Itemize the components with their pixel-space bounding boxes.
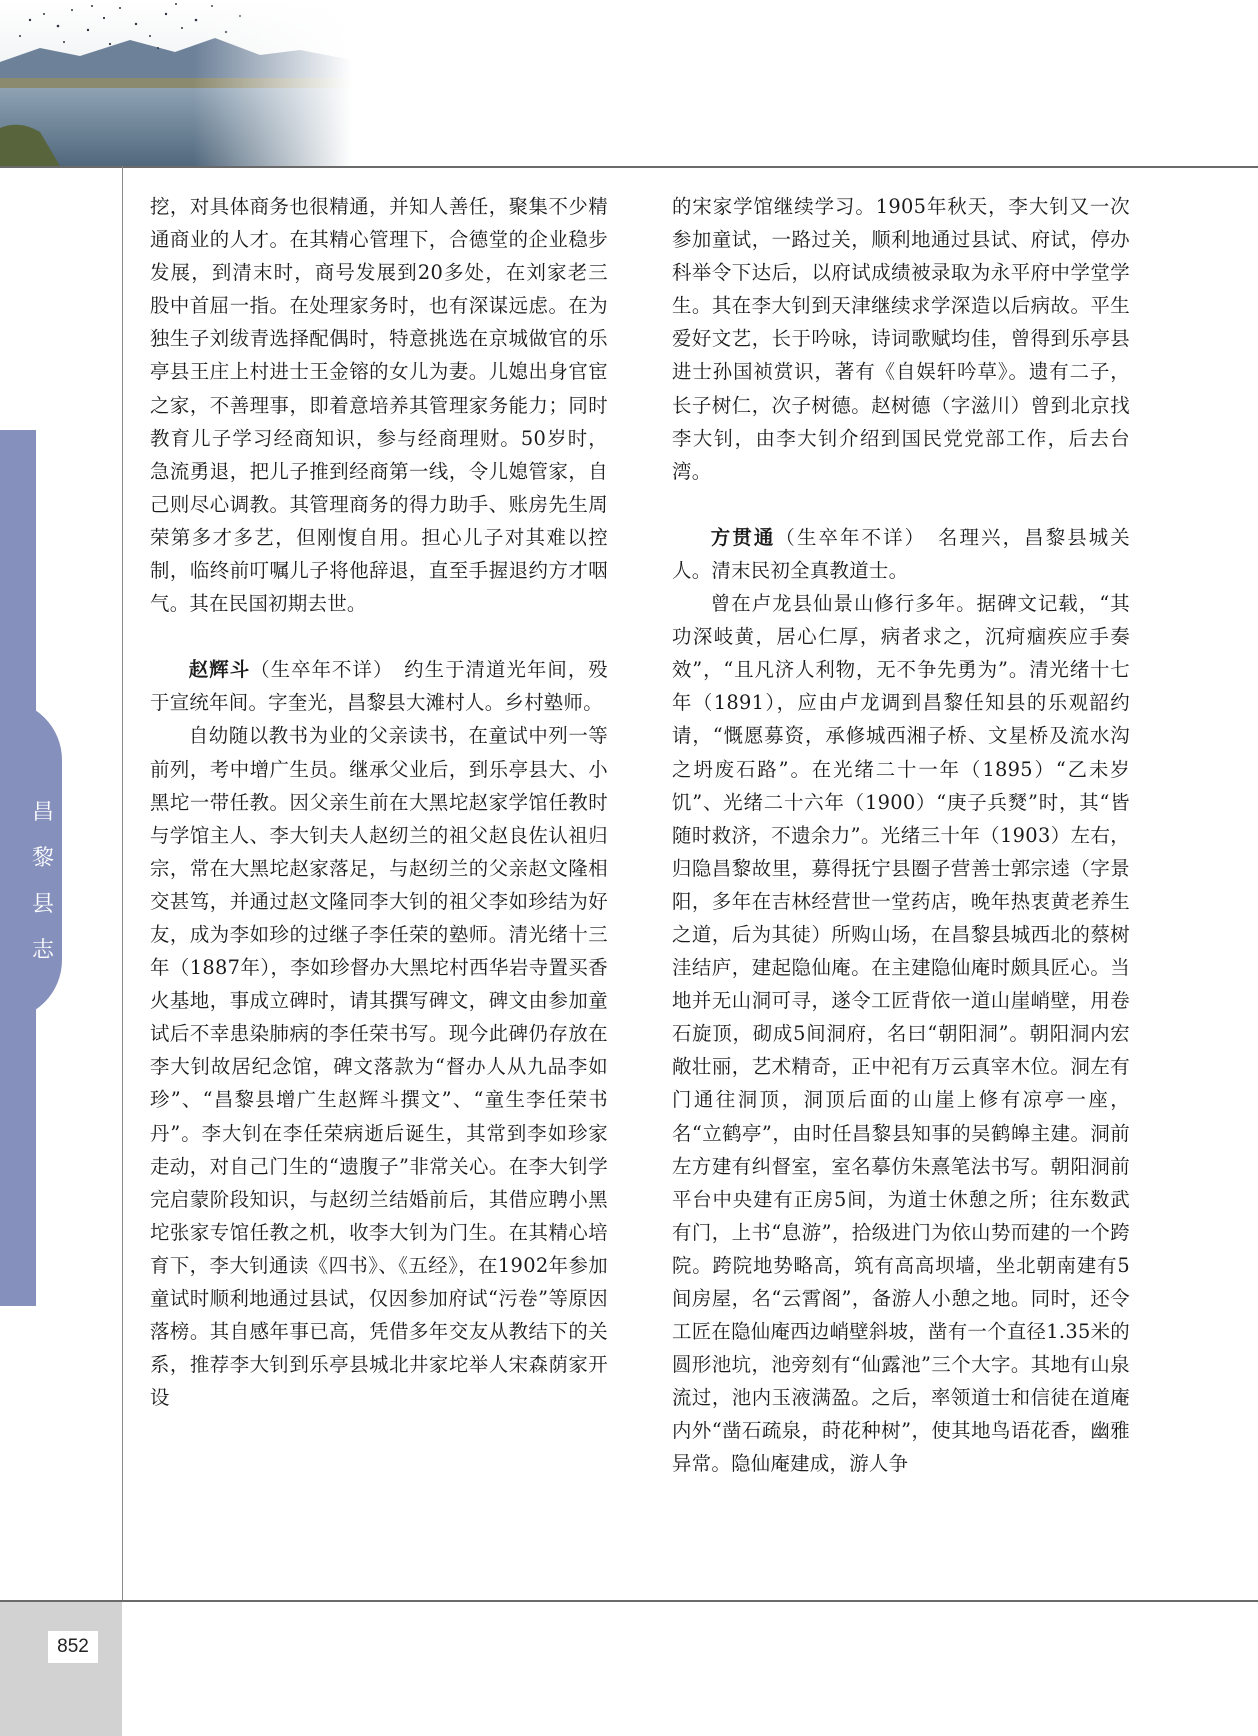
biography-name: 方贯通 [710, 525, 776, 549]
paragraph: 的宋家学馆继续学习。1905年秋天，李大钊又一次参加童试，一路过关，顺利地通过县试、府试，停办科举令下达后，以府试成绩被录取为永平府中学堂学生。其在李大钊到天津继续求学深造以后病故。平生爱好文艺，长于吟咏，诗词歌赋均佳，曾得到乐亭县进士孙国祯赏识，著有《自娱轩吟草》。遗有二子，长子树仁，次子树德。赵树德（字滋川）曾到北京找李大钊，由李大钊介绍到国民党党部工作，后去台湾。 [672, 195, 1130, 483]
page-number: 852 [48, 1631, 98, 1663]
header-rule [0, 166, 1258, 168]
book-title-vertical: 昌黎县志 [31, 800, 54, 963]
header-landscape-photo [0, 0, 352, 166]
paragraph: 自幼随以教书为业的父亲读书，在童试中列一等前列，考中增广生员。继承父业后，到乐亭县大、小黑坨一带任教。因父亲生前在大黑坨赵家学馆任教时与学馆主人、李大钊夫人赵纫兰的祖父赵良佐认祖归宗，常在大黑坨赵家落足，与赵纫兰的父亲赵文隆相交甚笃，并通过赵文隆同李大钊的祖父李如珍结为好友，成为李如珍的过继子李任荣的塾师。清光绪十三年（1887年），李如珍督办大黑坨村西华岩寺置买香火基地，事成立碑时，请其撰写碑文，碑文由参加童试后不幸患染肺病的李任荣书写。现今此碑仍存放在李大钊故居纪念馆，碑文落款为“督办人从九品李如珍”、“昌黎县增广生赵辉斗撰文”、“童生李任荣书丹”。李大钊在李任荣病逝后诞生，其常到李如珍家走动，对自己门生的“遗腹子”非常关心。在李大钊学完启蒙阶段知识，与赵纫兰结婚前后，其借应聘小黑坨张家专馆任教之机，收李大钊为门生。在其精心培育下，李大钊通读《四书》、《五经》，在1902年参加童试时顺利地通过县试，仅因参加府试“污卷”等原因落榜。其自感年事已高，凭借多年交友从教结下的关系，推荐李大钊到乐亭县城北井家坨举人宋森荫家开设 [150, 724, 608, 1410]
footer-gray-block [0, 1602, 122, 1736]
right-column [672, 190, 1130, 1481]
margin-line [122, 166, 123, 1602]
paragraph: 曾在卢龙县仙景山修行多年。据碑文记载，“其功深岐黄，居心仁厚，病者求之，沉疴痼疾应手奏效”，“且凡济人利物，无不争先勇为”。清光绪十七年（1891），应由卢龙调到昌黎任知县的乐观韶约请，“慨愿募资，承修城西湘子桥、文星桥及流水沟之坍废石路”。在光绪二十一年（1895）“乙未岁饥”、光绪二十六年（1900）“庚子兵燹”时，其“皆随时救济，不遗余力”。光绪三十年（1903）左右，归隐昌黎故里，募得抚宁县圈子营善士郭宗逵（字景阳，多年在吉林经营世一堂药店，晚年热衷黄老养生之道，后为其徒）所购山场，在昌黎县城西北的蔡树洼结庐，建起隐仙庵。在主建隐仙庵时颇具匠心。当地并无山洞可寻，遂令工匠背依一道山崖峭壁，用卷石旋顶，砌成5间洞府，名曰“朝阳洞”。朝阳洞内宏敞壮丽，艺术精奇，正中祀有万云真宰木位。洞左有门通往洞顶，洞顶后面的山崖上修有凉亭一座，名“立鹤亭”，由时任昌黎县知事的吴鹤皞主建。洞前左方建有纠督室，室名摹仿朱熹笔法书写。朝阳洞前平台中央建有正房5间，为道士休憩之所；往东数武有门，上书“息游”，拾级进门为依山势而建的一个跨院。跨院地势略高，筑有高高坝墙，坐北朝南建有5间房屋，名“云霄阁”，备游人小憩之地。同时，还令工匠在隐仙庵西边峭壁斜坡，凿有一个直径1.35米的圆形池坑，池旁刻有“仙露池”三个大字。其地有山泉流过，池内玉液满盈。之后，率领道士和信徒在道庵内外“凿石疏泉，莳花种树”，使其地鸟语花香，幽雅异常。隐仙庵建成，游人争 [672, 592, 1130, 1476]
footer-rule [0, 1600, 1258, 1602]
biography-heading [150, 653, 608, 719]
spacer [150, 620, 608, 653]
biography-intro: （生卒年不详） 约生于清道光年间，殁于宣统年间。字奎光，昌黎县大滩村人。乡村塾师。 [150, 658, 608, 715]
biography-intro: （生卒年不详） 名理兴，昌黎县城关人。清末民初全真教道士。 [672, 525, 1131, 582]
spacer [672, 488, 1130, 521]
biography-name: 赵辉斗 [188, 658, 251, 682]
paragraph: 挖，对具体商务也很精通，并知人善任，聚集不少精通商业的人才。在其精心管理下，合德堂的企业稳步发展，到清末时，商号发展到20多处，在刘家老三股中首屈一指。在处理家务时，也有深谋远虑。在为独生子刘绂青选择配偶时，特意挑选在京城做官的乐亭县王庄上村进士王金镕的女儿为妻。儿媳出身官宦之家，不善理事，即着意培养其管理家务能力；同时教育儿子学习经商知识，参与经商理财。50岁时，急流勇退，把儿子推到经商第一线，令儿媳管家，自己则尽心调教。其管理商务的得力助手、账房先生周荣第多才多艺，但刚愎自用。担心儿子对其难以控制，临终前叮嘱儿子将他辞退，直至手握退约方才咽气。其在民国初期去世。 [150, 195, 608, 616]
left-column [150, 190, 608, 1414]
biography-heading [672, 521, 1130, 587]
